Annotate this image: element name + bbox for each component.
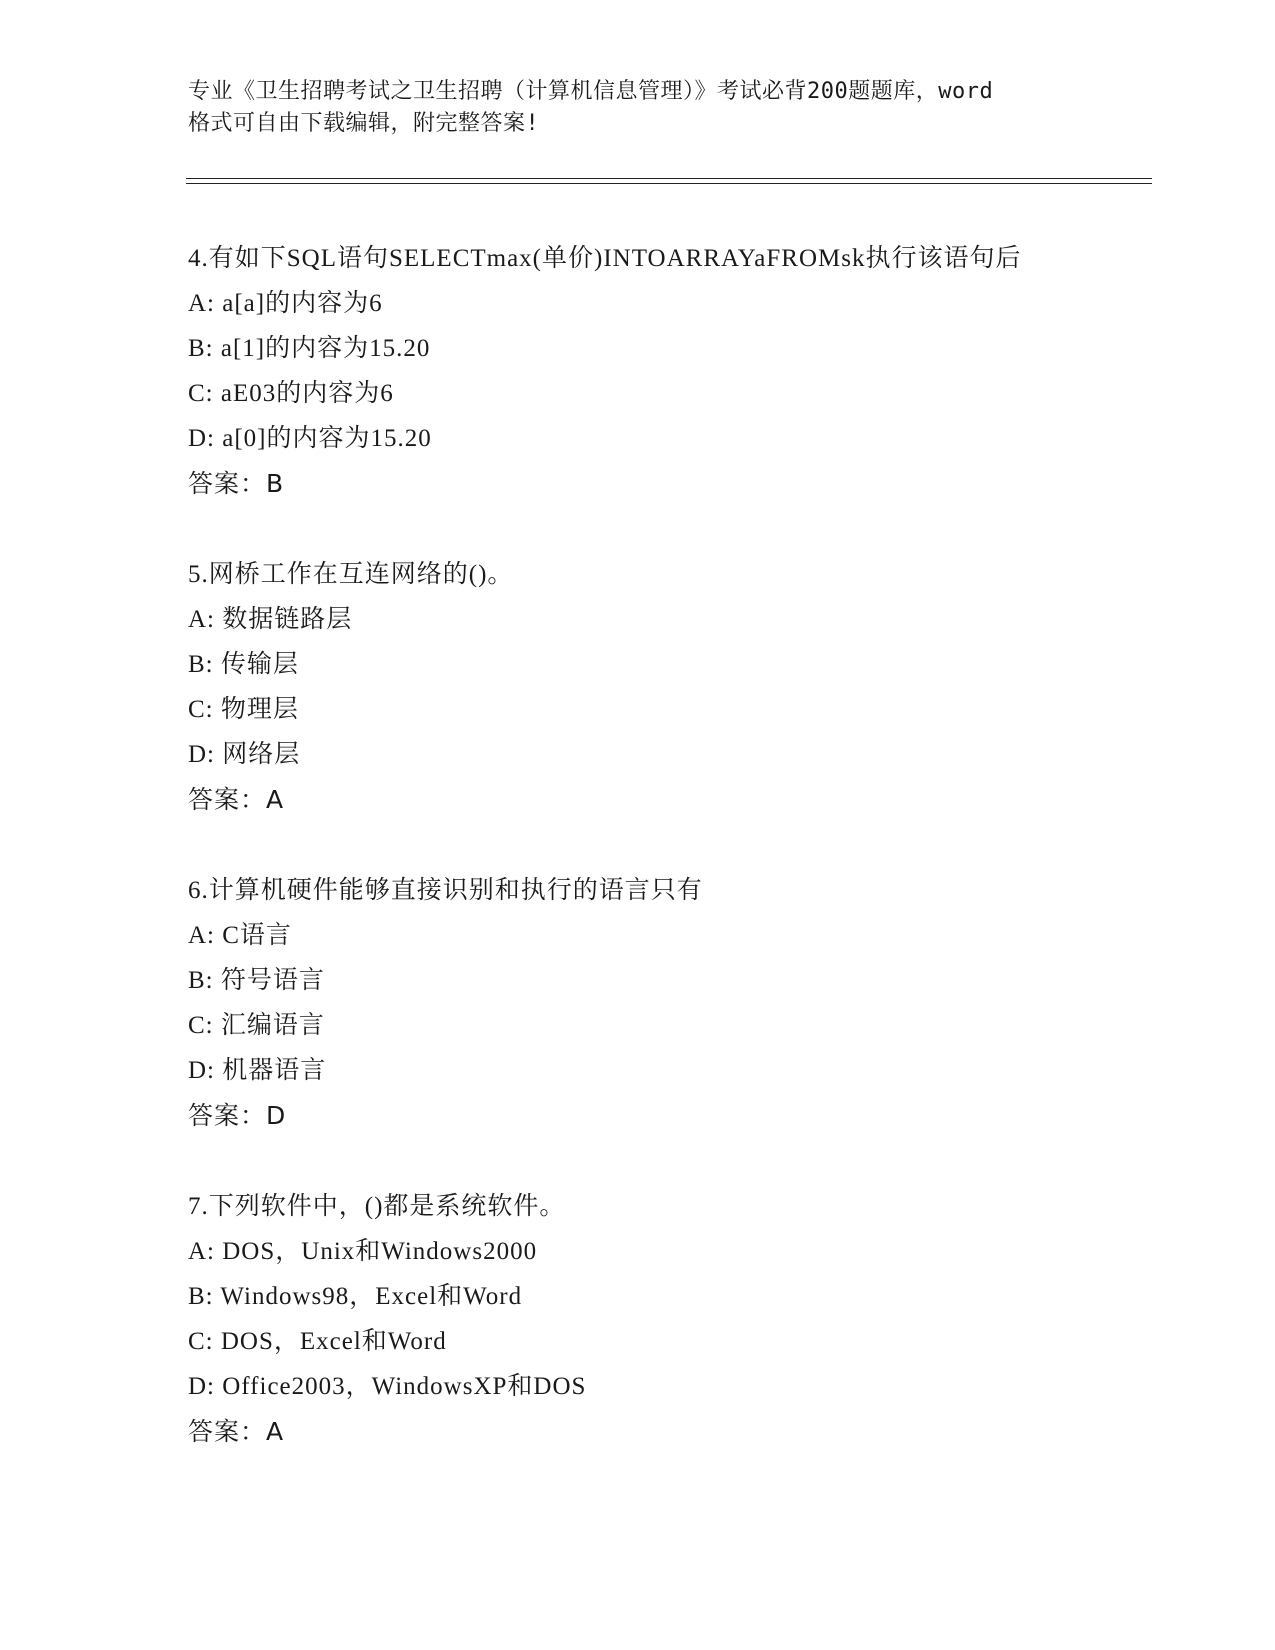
answer-line: 答案：A bbox=[188, 785, 285, 814]
question-stem: 7.下列软件中，()都是系统软件。 bbox=[188, 1193, 566, 1220]
option-c: C: 物理层 bbox=[188, 696, 299, 723]
option-a: A: DOS，Unix和Windows2000 bbox=[188, 1238, 538, 1265]
option-a: A: C语言 bbox=[188, 922, 292, 949]
answer-line: 答案：A bbox=[188, 1417, 285, 1446]
header-divider-bottom bbox=[186, 183, 1152, 184]
question-stem: 5.网桥工作在互连网络的()。 bbox=[188, 561, 514, 588]
option-d: D: 网络层 bbox=[188, 741, 301, 768]
option-d: D: a[0]的内容为15.20 bbox=[188, 425, 432, 452]
option-c: C: 汇编语言 bbox=[188, 1012, 325, 1039]
option-a: A: a[a]的内容为6 bbox=[188, 290, 383, 317]
answer-line: 答案：D bbox=[188, 1101, 287, 1130]
option-a: A: 数据链路层 bbox=[188, 606, 353, 633]
option-b: B: Windows98，Excel和Word bbox=[188, 1283, 523, 1310]
option-b: B: 传输层 bbox=[188, 651, 299, 678]
option-b: B: 符号语言 bbox=[188, 967, 325, 994]
question-stem: 6.计算机硬件能够直接识别和执行的语言只有 bbox=[188, 877, 703, 904]
document-header bbox=[188, 76, 1088, 140]
question-stem: 4.有如下SQL语句SELECTmax(单价)INTOARRAYaFROMsk执行该语句后 bbox=[188, 245, 1022, 272]
option-c: C: DOS，Excel和Word bbox=[188, 1328, 447, 1355]
header-title-line-1: 专业《卫生招聘考试之卫生招聘（计算机信息管理）》考试必背200题题库，word bbox=[188, 79, 994, 104]
option-d: D: Office2003，WindowsXP和DOS bbox=[188, 1373, 587, 1400]
option-d: D: 机器语言 bbox=[188, 1057, 327, 1084]
header-divider-top bbox=[186, 178, 1152, 179]
option-c: C: aE03的内容为6 bbox=[188, 380, 394, 407]
answer-line: 答案：B bbox=[188, 469, 285, 498]
header-title-line-2: 格式可自由下载编辑，附完整答案! bbox=[188, 111, 540, 136]
option-b: B: a[1]的内容为15.20 bbox=[188, 335, 431, 362]
